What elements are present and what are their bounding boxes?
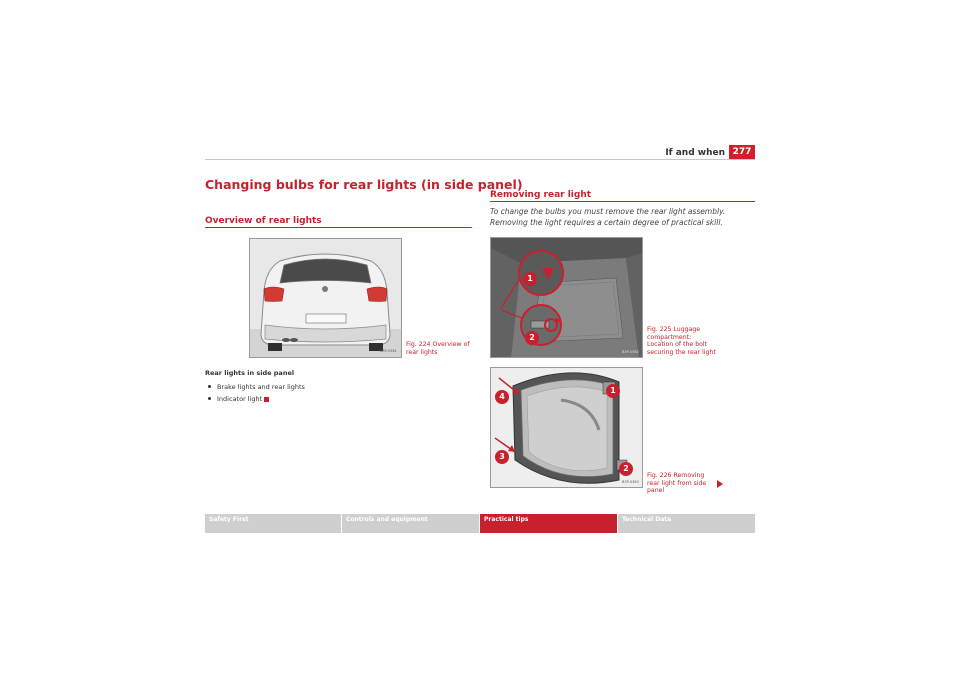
car-rear-illustration [250,239,401,357]
figure-code: B3P-0363 [622,480,639,484]
tab-safety-first[interactable]: Safety First [205,514,341,533]
list-item-text: Brake lights and rear lights [217,383,305,391]
page-number: 277 [729,145,755,160]
marker-2: 2 [619,462,633,476]
section-title: Removing rear light [490,190,592,200]
marker-2: 2 [525,331,539,345]
figure-rear-of-car [249,238,402,358]
running-header-title: If and when [665,148,725,158]
figure-caption: Fig. 226 Removing rear light from side panel [647,472,707,494]
end-of-section-icon [264,397,269,402]
list-item [208,383,305,391]
figure-luggage-compartment [490,237,643,358]
marker-1: 1 [523,272,537,286]
figure-caption: Fig. 224 Overview of rear lights [406,341,470,356]
subsection-title: Overview of rear lights [205,216,322,226]
subsection-rule [205,227,472,228]
figure-code: B3P-0362 [622,350,639,354]
tab-practical-tips[interactable]: Practical tips [480,514,617,533]
figure-caption: Fig. 225 Luggage compartment: Location of the bolt securing the rear light [647,326,716,356]
marker-3: 3 [495,450,509,464]
figure-code: B3P-0361 [380,349,397,353]
chapter-title: Changing bulbs for rear lights (in side panel) [205,177,523,192]
luggage-compartment-illustration [491,238,642,357]
intro-text: To change the bulbs you must remove the rear light assembly. Removing the light requires a certain degree of practical skill. [490,207,726,227]
list-item-text: Indicator light [217,395,263,403]
marker-4: 4 [495,390,509,404]
bullet-icon [208,397,211,400]
header-rule [205,159,755,160]
tab-controls-and-equipment[interactable]: Controls and equipment [342,514,479,533]
continue-arrow-icon [717,480,723,488]
tab-technical-data[interactable]: Technical Data [618,514,755,533]
section-rule [490,201,755,202]
bullet-icon [208,385,211,388]
list-item [208,395,269,403]
list-heading: Rear lights in side panel [205,369,295,377]
marker-1: 1 [606,384,620,398]
figure-rear-light-removal [490,367,643,488]
